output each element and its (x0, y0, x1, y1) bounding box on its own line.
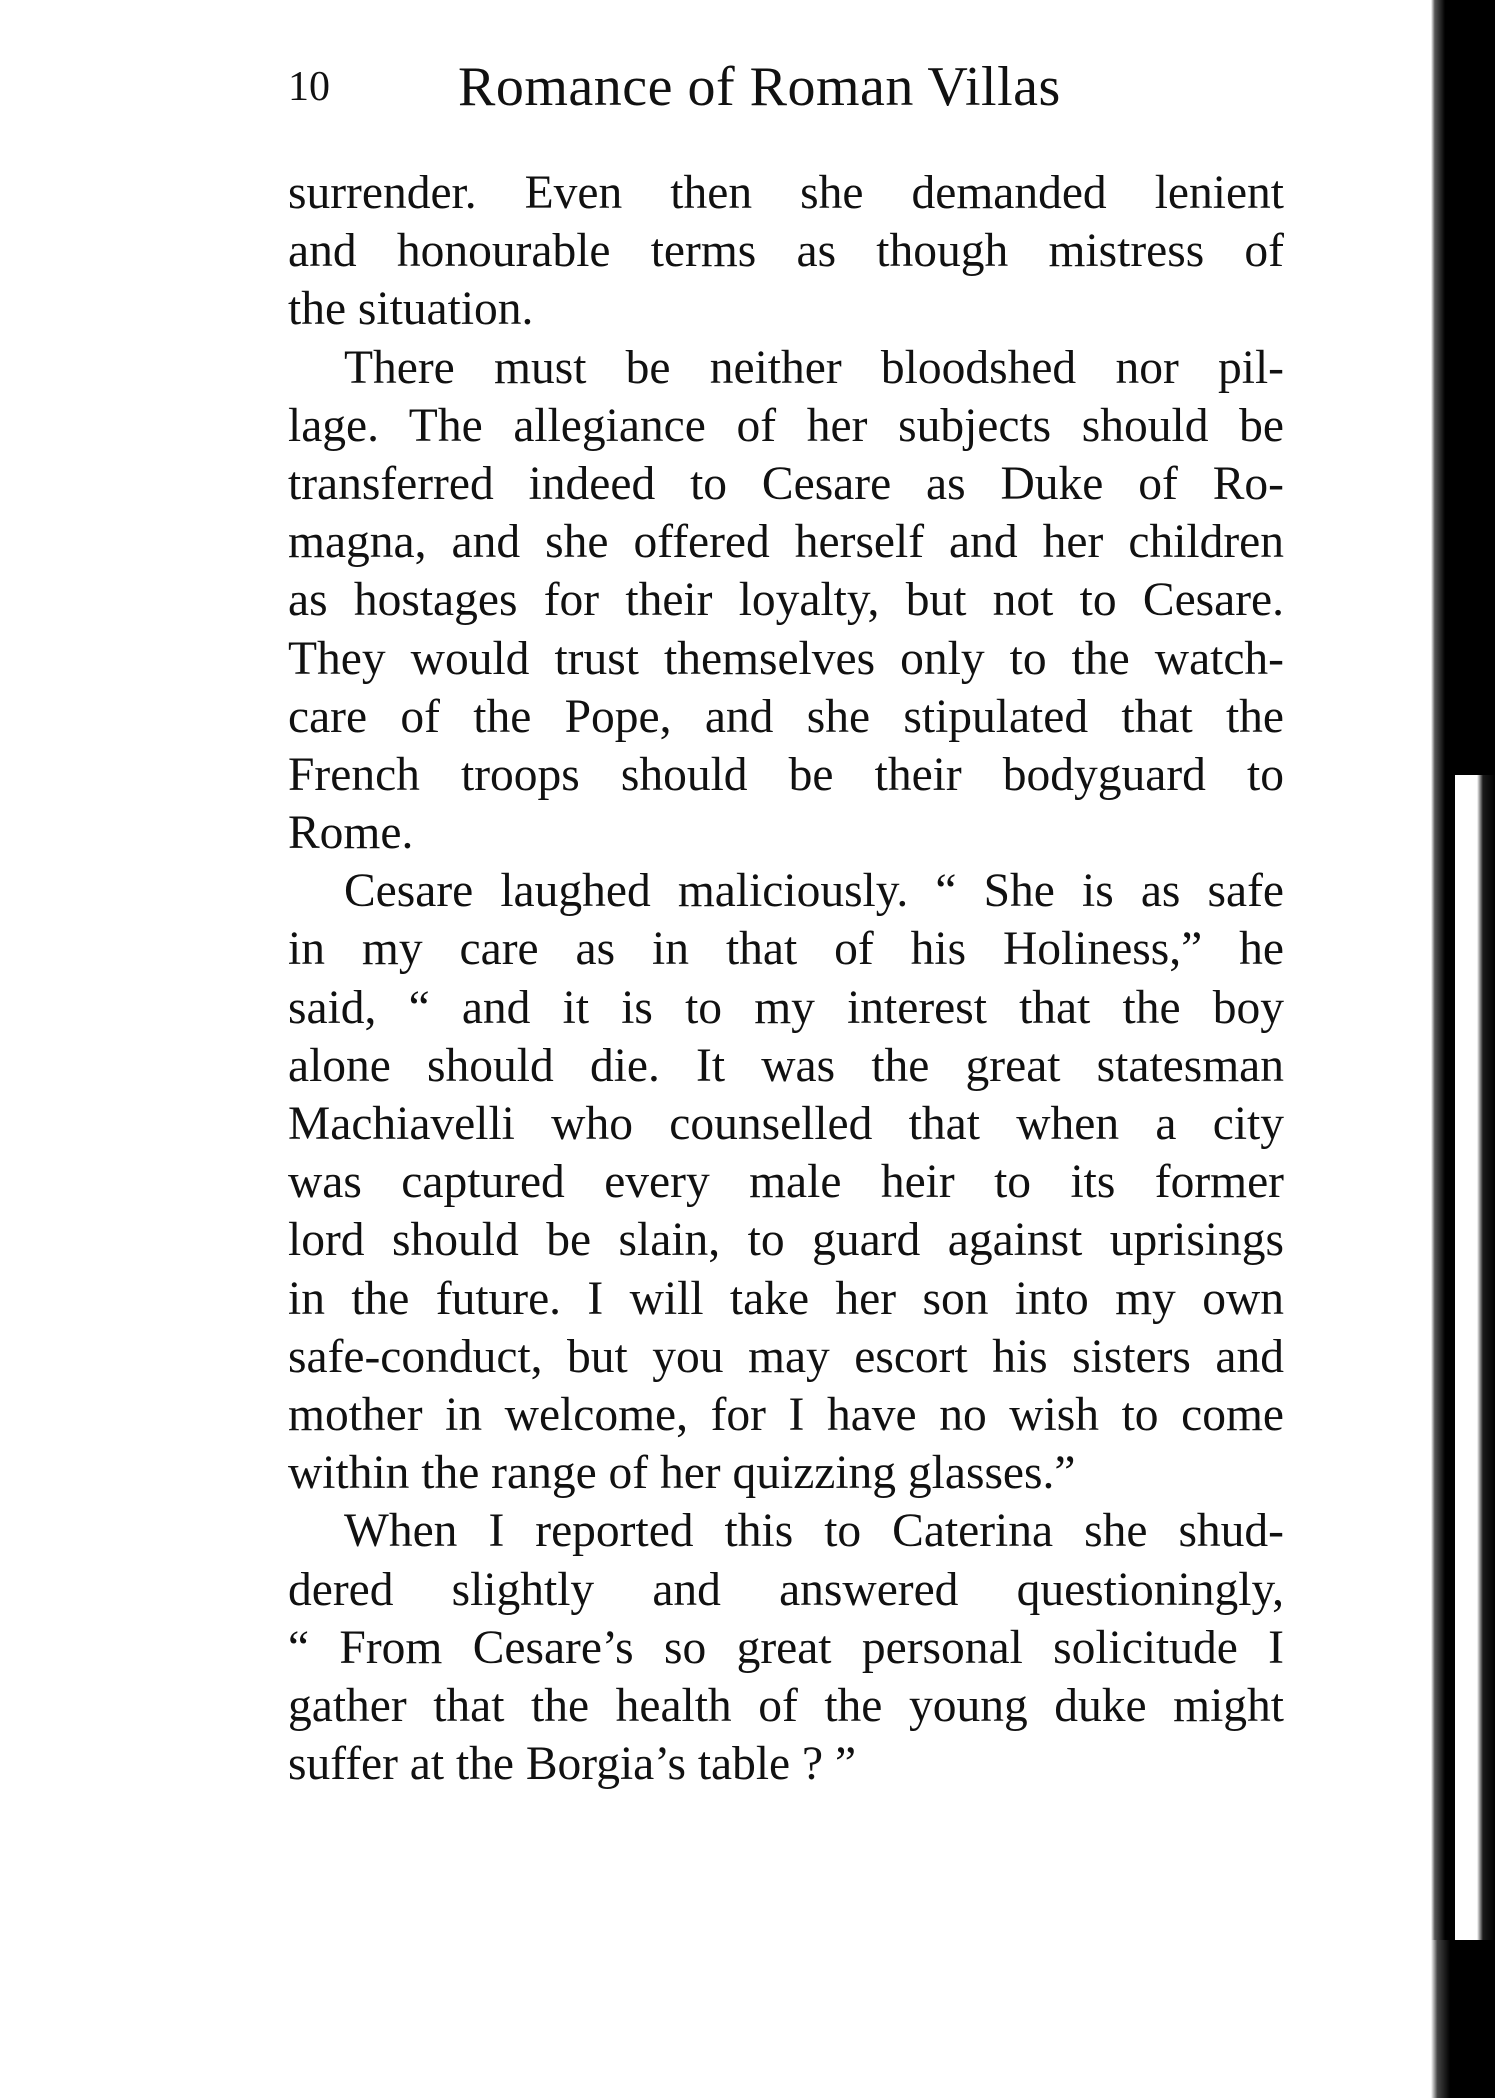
text-line: said, “ and it is to my interest that the boy (288, 981, 1284, 1034)
book-spine-gap (1455, 775, 1495, 1945)
text-line: the situation. (288, 283, 534, 336)
text-line: Rome. (288, 807, 414, 860)
text-line: alone should die. It was the great statesman (288, 1039, 1284, 1092)
text-line: “ From Cesare’s so great personal solicitude I (288, 1621, 1284, 1674)
text-line: Machiavelli who counselled that when a city (288, 1098, 1284, 1150)
text-line: magna, and she offered herself and her children (288, 516, 1284, 569)
text-line: and honourable terms as though mistress of (288, 225, 1284, 278)
text-line: lord should be slain, to guard against uprisings (288, 1214, 1284, 1267)
page-header (288, 52, 1288, 122)
text-line: in my care as in that of his Holiness,” he (288, 923, 1284, 976)
text-line: dered slightly and answered questioningly, (288, 1563, 1284, 1616)
text-line: care of the Pope, and she stipulated that the (288, 690, 1284, 743)
text-line: They would trust themselves only to the watch- (288, 632, 1284, 685)
text-line: There must be neither bloodshed nor pil- (344, 341, 1284, 394)
text-line: as hostages for their loyalty, but not to Cesare. (288, 574, 1284, 627)
text-line: surrender. Even then she demanded lenient (288, 167, 1284, 219)
book-spine-bottom (1431, 1940, 1495, 2098)
text-line: French troops should be their bodyguard to (288, 748, 1284, 801)
text-line: mother in welcome, for I have no wish to come (288, 1388, 1284, 1441)
text-line: was captured every male heir to its former (288, 1156, 1284, 1209)
text-line: suffer at the Borgia’s table ? ” (288, 1738, 857, 1791)
text-line: gather that the health of the young duke might (288, 1679, 1284, 1732)
running-title: Romance of Roman Villas (458, 56, 1061, 118)
text-line: When I reported this to Caterina she shud- (344, 1505, 1284, 1558)
text-line: within the range of her quizzing glasses.” (288, 1447, 1076, 1500)
text-line: transferred indeed to Cesare as Duke of Ro- (288, 457, 1284, 510)
text-line: lage. The allegiance of her subjects should be (288, 399, 1284, 452)
body-text (288, 164, 1284, 1793)
text-line: safe-conduct, but you may escort his sisters and (288, 1330, 1284, 1383)
text-line: Cesare laughed maliciously. “ She is as safe (344, 865, 1284, 918)
page-number: 10 (288, 64, 330, 110)
text-line: in the future. I will take her son into my own (288, 1272, 1284, 1325)
